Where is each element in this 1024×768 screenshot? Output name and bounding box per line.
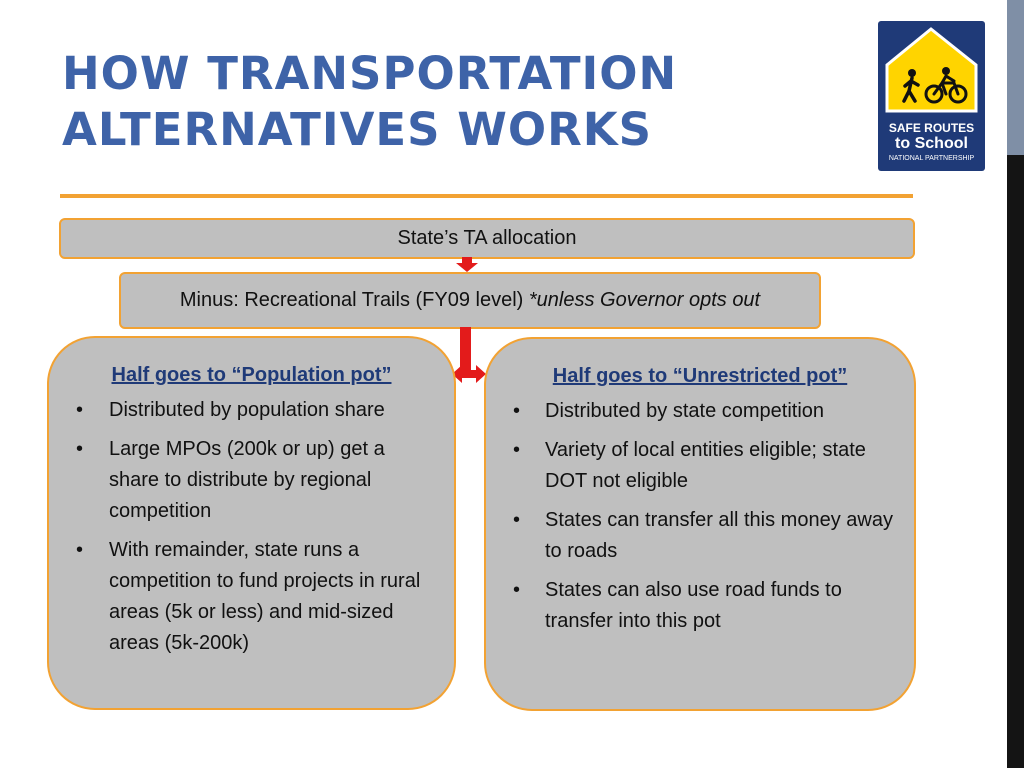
unrestricted-pot-list (486, 396, 914, 637)
minus-note: *unless Governor opts out (528, 289, 761, 311)
list-item: • Distributed by population share (76, 399, 385, 421)
list-item: • Large MPOs (200k or up) get a share to distribute by regional competition (76, 438, 385, 522)
list-item: • Distributed by state competition (513, 400, 825, 422)
page-title (62, 46, 822, 158)
population-pot-heading: Half goes to “Population pot” (111, 364, 392, 386)
split-arrow-icon (452, 363, 486, 385)
logo-line-2: to School (895, 135, 968, 152)
title-divider (60, 194, 913, 198)
list-item: • Variety of local entities eligible; state DOT not eligible (513, 439, 866, 492)
slide-side-bar-dark (1007, 155, 1024, 768)
unrestricted-pot-heading: Half goes to “Unrestricted pot” (552, 365, 848, 387)
list-item: • With remainder, state runs a competition to fund projects in rural areas (5k or less) and mid-sized areas (5k-200k) (76, 539, 421, 654)
title-line-1: HOW TRANSPORTATION (62, 47, 678, 100)
logo-line-3: NATIONAL PARTNERSHIP (888, 155, 975, 162)
list-item: • States can also use road funds to transfer into this pot (513, 579, 842, 632)
minus-box (119, 272, 821, 329)
title-line-2: ALTERNATIVES WORKS (62, 103, 653, 156)
school-crossing-sign-icon (878, 21, 985, 121)
allocation-box: State’s TA allocation (59, 218, 915, 259)
population-pot-list (49, 395, 454, 659)
population-pot-box (47, 336, 456, 710)
down-arrow-icon (456, 257, 478, 273)
slide-side-bar (1007, 0, 1024, 768)
minus-text: Minus: Recreational Trails (FY09 level) (179, 289, 529, 311)
unrestricted-pot-box (484, 337, 916, 711)
logo-line-1: SAFE ROUTES (888, 121, 975, 135)
safe-routes-logo (878, 21, 985, 171)
list-item: • States can transfer all this money away to roads (513, 509, 893, 562)
